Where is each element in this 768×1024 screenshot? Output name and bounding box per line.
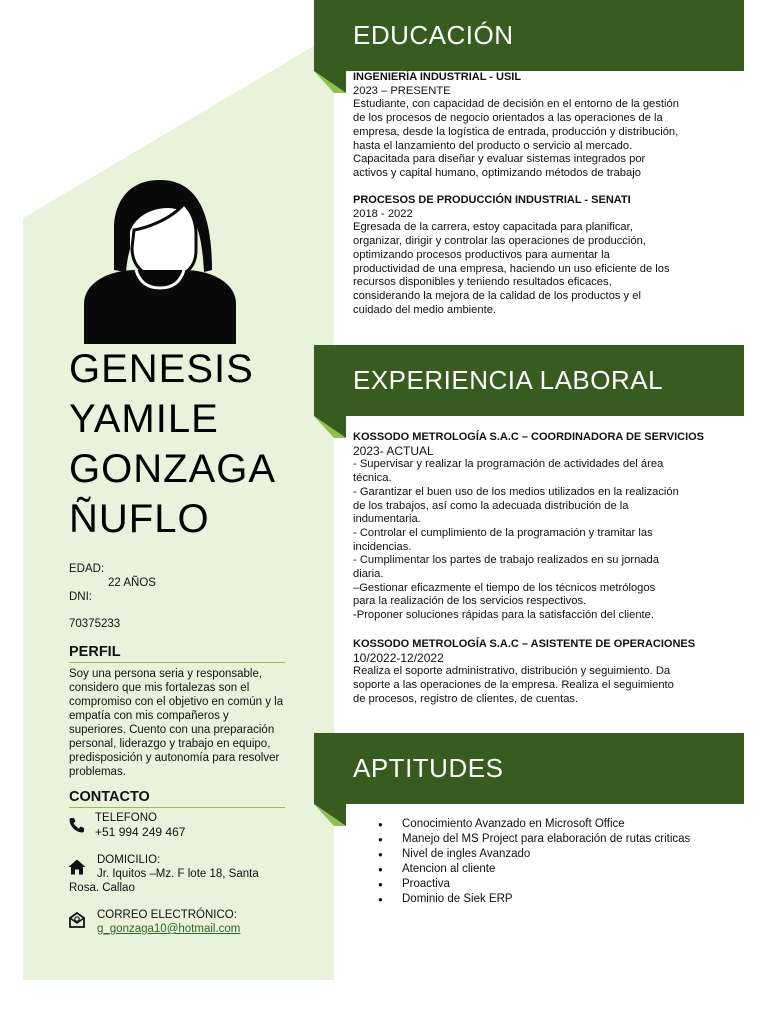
name-line-4: ÑUFLO bbox=[69, 497, 210, 541]
experience-item-2 bbox=[353, 638, 715, 707]
list-item: ● Manejo del MS Project para elaboración de rutas criticas bbox=[378, 832, 690, 847]
phone-value[interactable]: +51 994 249 467 bbox=[95, 825, 186, 839]
experience-banner bbox=[314, 345, 744, 416]
list-item: ● Atencion al cliente bbox=[378, 862, 690, 877]
education-item-period: 2023 – PRESENTE bbox=[353, 84, 451, 97]
education-banner-fold bbox=[314, 71, 346, 93]
education-item-line: cuidado del medio ambiente. bbox=[353, 303, 497, 316]
dni-label: DNI: bbox=[69, 591, 92, 603]
list-item: ● Proactiva bbox=[378, 877, 690, 892]
experience-item-line: técnica. bbox=[353, 472, 392, 485]
address-label: DOMICILIO: bbox=[97, 854, 161, 866]
experience-item-line: soporte a las operaciones de la empresa. Realiza el seguimiento bbox=[353, 679, 674, 692]
experience-item-line: -Proponer soluciones rápidas para la satisfacción del cliente. bbox=[353, 609, 654, 622]
education-item-title: PROCESOS DE PRODUCCIÓN INDUSTRIAL - SENATI bbox=[353, 194, 631, 206]
education-item-line: recursos disponibles y teniendo resultados eficaces, bbox=[353, 276, 612, 289]
list-item: ● Conocimiento Avanzado en Microsoft Office bbox=[378, 817, 690, 832]
education-item-line: organizar, dirigir y controlar las operaciones de producción, bbox=[353, 235, 646, 248]
education-item-line: hasta el lanzamiento del producto o servicio al mercado. bbox=[353, 139, 633, 152]
education-item-line: empresa, desde la logística de entrada, producción y distribución, bbox=[353, 125, 679, 138]
education-item-line: activos y capital humano, optimizando métodos de trabajo bbox=[353, 166, 641, 179]
experience-item-1 bbox=[353, 431, 715, 623]
dni-value: 70375233 bbox=[69, 618, 121, 630]
email-link[interactable]: g_gonzaga10@hotmail.com bbox=[97, 923, 241, 935]
list-item: ● Dominio de Siek ERP bbox=[378, 892, 690, 907]
profile-text: Soy una persona seria y responsable, considero que mis fortalezas son el compromiso con el objetivo en común y la empatía con mis compañeros y superiores. Cuento con una preparación personal, liderazgo y trabajo en equipo, predisposición y autonomía para resolver problemas. bbox=[69, 668, 284, 778]
address-line-1: Jr. Iquitos –Mz. F lote 18, Santa bbox=[97, 868, 259, 880]
education-item-title: INGENIERÍA INDUSTRIAL - USIL bbox=[353, 71, 522, 83]
education-banner bbox=[314, 0, 744, 71]
education-item-line: productividad de una empresa, haciendo un uso eficiente de los bbox=[353, 262, 670, 275]
experience-item-line: incidencias. bbox=[353, 540, 412, 553]
experience-item-line: para la realización de los servicios respectivos. bbox=[353, 595, 587, 608]
aptitudes-list bbox=[378, 817, 690, 907]
age-value: 22 AÑOS bbox=[108, 577, 156, 589]
full-name bbox=[69, 344, 319, 544]
education-item-2 bbox=[353, 194, 715, 317]
education-item-line: considerando la mejora de la calidad de los productos y el bbox=[353, 289, 641, 302]
education-item-line: Capacitada para diseñar y evaluar sistemas integrados por bbox=[353, 153, 646, 166]
experience-item-line: de los trabajos, así como la adecuada distribución de la bbox=[353, 499, 629, 512]
experience-banner-fold bbox=[314, 416, 346, 438]
education-item-period: 2018 - 2022 bbox=[353, 207, 413, 220]
experience-heading: EXPERIENCIA LABORAL bbox=[353, 365, 664, 395]
age-label: EDAD: bbox=[69, 563, 105, 575]
experience-item-title: KOSSODO METROLOGÍA S.A.C – COORDINADORA DE SERVICIOS bbox=[353, 431, 705, 443]
aptitudes-banner bbox=[314, 733, 744, 804]
experience-item-line: –Gestionar eficazmente el tiempo de los técnicos metrólogos bbox=[353, 581, 656, 594]
education-item-line: de los procesos de negocio orientados a las operaciones de la bbox=[353, 112, 663, 125]
experience-item-line: diaria. bbox=[353, 568, 384, 581]
phone-label: TELEFONO bbox=[95, 812, 157, 824]
experience-item-line: - Supervisar y realizar la programación de actividades del área bbox=[353, 458, 664, 471]
experience-item-line: - Cumplimentar los partes de trabajo realizados en su jornada bbox=[353, 554, 659, 567]
aptitudes-heading: APTITUDES bbox=[353, 753, 504, 783]
experience-item-line: indumentaria. bbox=[353, 513, 421, 526]
experience-item-period: 10/2022-12/2022 bbox=[353, 650, 444, 665]
name-line-2: YAMILE bbox=[69, 397, 219, 441]
avatar-icon bbox=[84, 178, 236, 344]
education-heading: EDUCACIÓN bbox=[353, 20, 514, 50]
education-item-line: Egresada de la carrera, estoy capacitada para planificar, bbox=[353, 221, 633, 234]
education-item-line: Estudiante, con capacidad de decisión en el entorno de la gestión bbox=[353, 98, 679, 111]
profile-heading: PERFIL bbox=[69, 644, 285, 663]
experience-item-title: KOSSODO METROLOGÍA S.A.C – ASISTENTE DE OPERACIONES bbox=[353, 638, 696, 650]
home-icon bbox=[68, 858, 86, 876]
experience-item-line: - Garantizar el buen uso de los medios utilizados en la realización bbox=[353, 485, 679, 498]
phone-icon bbox=[68, 816, 86, 834]
experience-item-line: Realiza el soporte administrativo, distribución y seguimiento. Da bbox=[353, 665, 671, 678]
experience-item-line: - Controlar el cumplimiento de la programación y tramitar las bbox=[353, 526, 653, 539]
experience-item-period: 2023- ACTUAL bbox=[353, 443, 434, 458]
name-line-1: GENESIS bbox=[69, 347, 254, 391]
contact-heading: CONTACTO bbox=[69, 789, 285, 808]
name-line-3: GONZAGA bbox=[69, 447, 277, 491]
aptitudes-banner-fold bbox=[314, 804, 346, 826]
email-label: CORREO ELECTRÓNICO: bbox=[97, 909, 237, 921]
email-icon bbox=[68, 911, 86, 929]
list-item: ● Nivel de ingles Avanzado bbox=[378, 847, 690, 862]
education-item-line: optimizando procesos productivos para aumentar la bbox=[353, 248, 610, 261]
experience-item-line: de procesos, registro de clientes, de cuentas. bbox=[353, 692, 579, 705]
address-line-2: Rosa. Callao bbox=[69, 882, 135, 894]
education-item-1 bbox=[353, 71, 715, 181]
